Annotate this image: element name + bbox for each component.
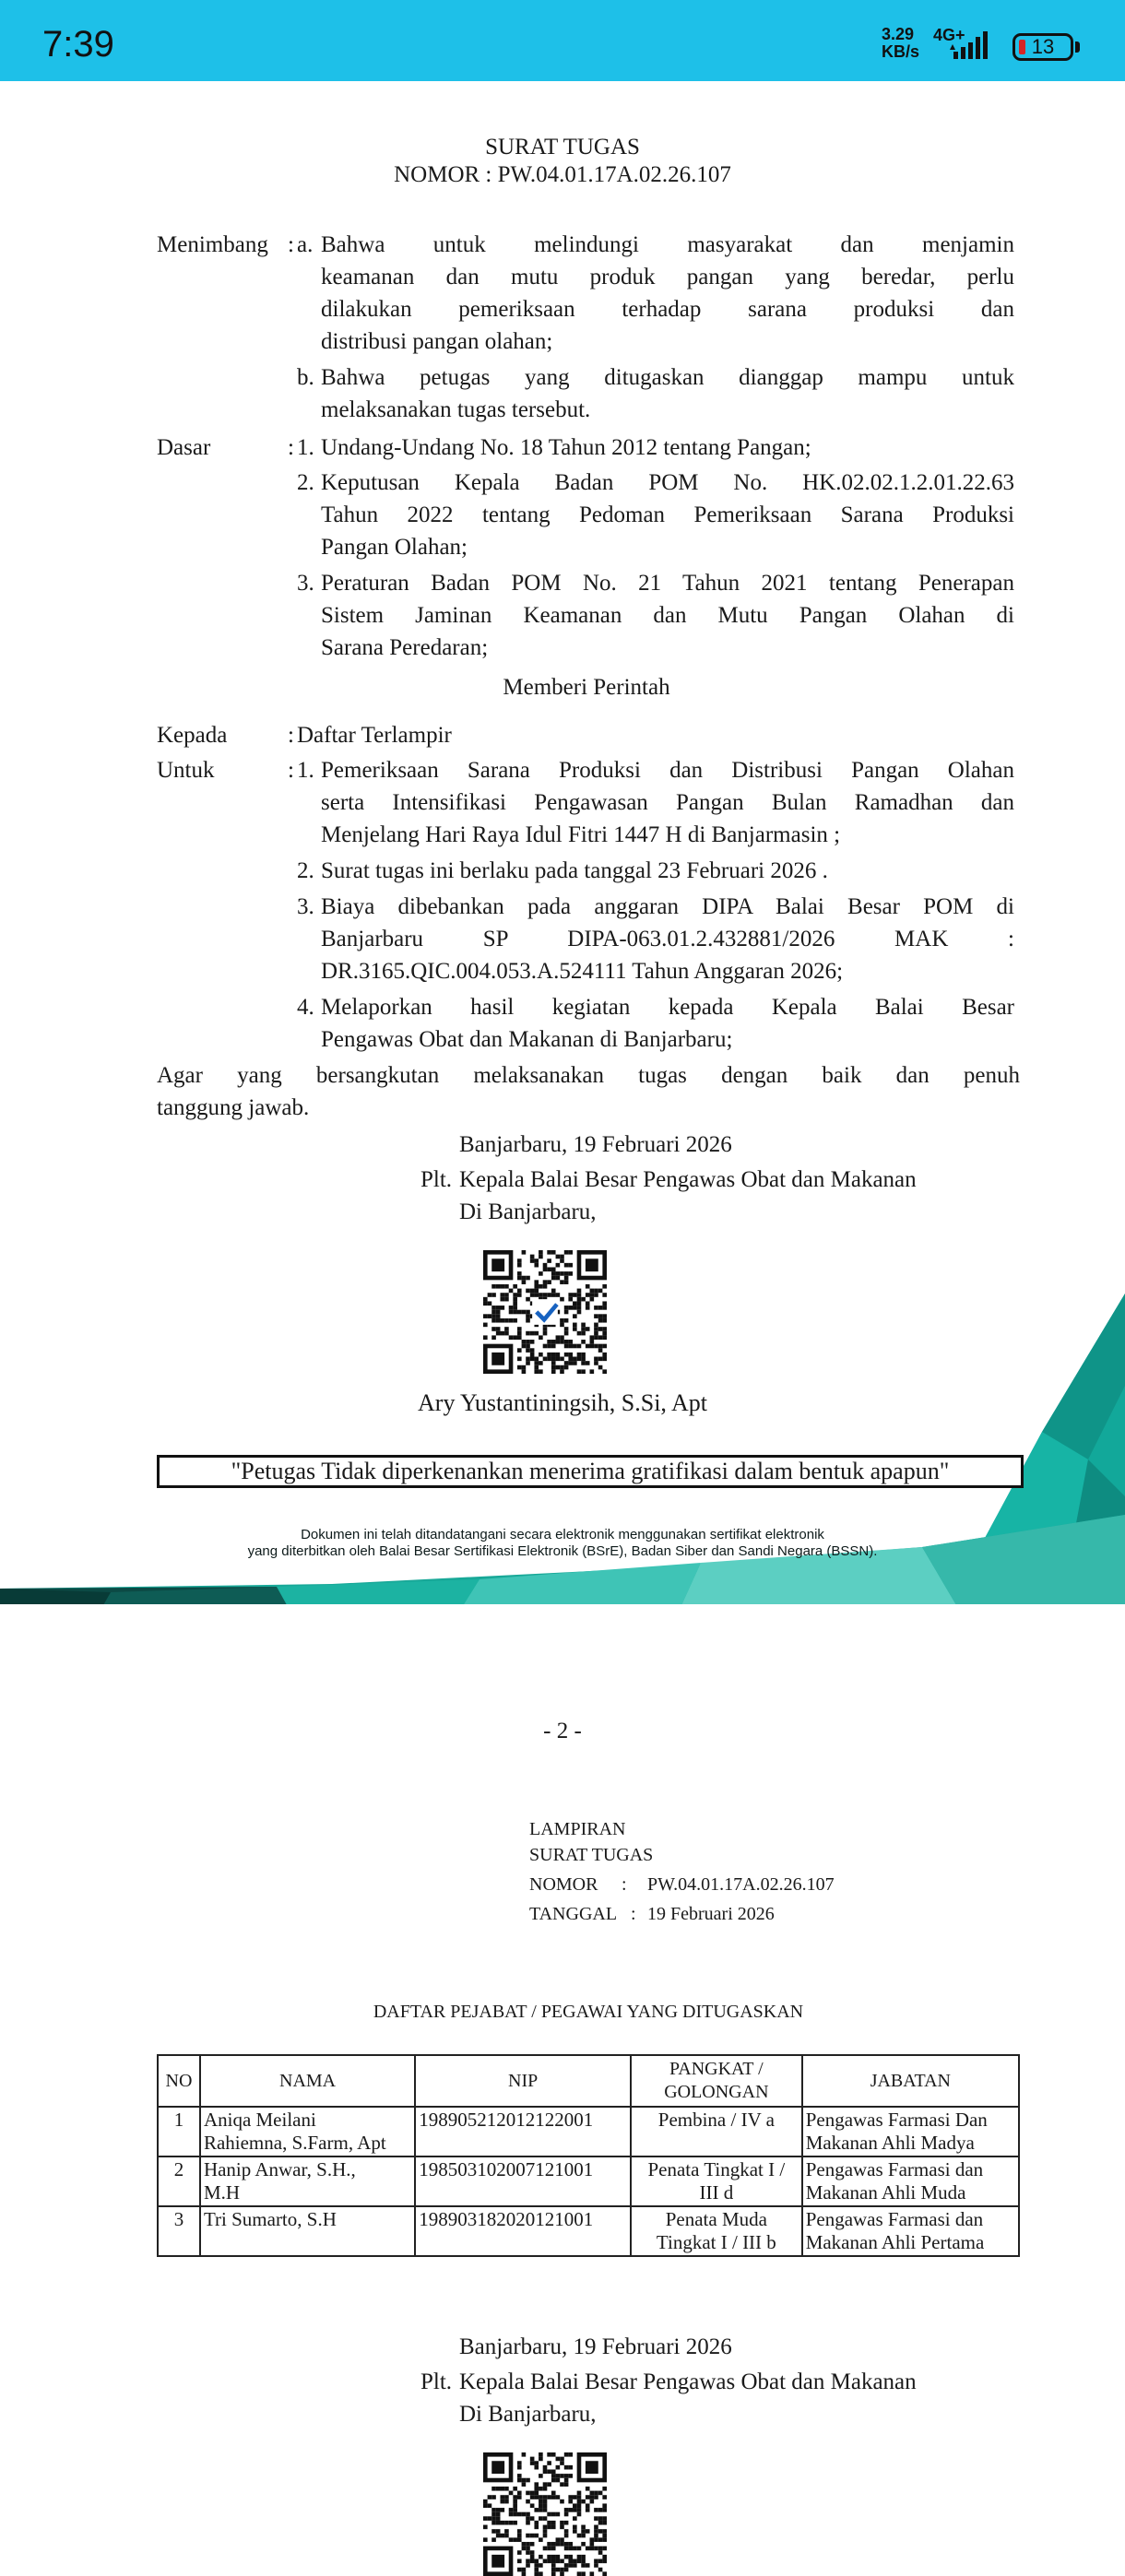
dasar-label: Dasar xyxy=(157,435,211,460)
lampiran-signer-title: Kepala Balai Besar Pengawas Obat dan Makanan xyxy=(459,2369,917,2394)
dasar-1-line: Undang-Undang No. 18 Tahun 2012 tentang Pangan; xyxy=(321,435,811,460)
untuk-3-key: 3. xyxy=(297,894,314,919)
cell-no: 1 xyxy=(158,2107,200,2157)
col-pangkat xyxy=(631,2055,802,2107)
untuk-3-line: DR.3165.QIC.004.053.A.524111 Tahun Anggaran 2026; xyxy=(321,959,844,984)
menimbang-a-line: distribusi pangan olahan; xyxy=(321,329,553,354)
signer-title: Kepala Balai Besar Pengawas Obat dan Makanan xyxy=(459,1167,917,1192)
cell-nama xyxy=(200,2107,415,2157)
battery-tip xyxy=(1075,41,1080,53)
lampiran-surat-tugas: SURAT TUGAS xyxy=(529,1845,654,1865)
cell-jabatan-line: Makanan Ahli Madya xyxy=(805,2132,975,2154)
untuk-label: Untuk xyxy=(157,758,215,783)
letter-number: NOMOR : PW.04.01.17A.02.26.107 xyxy=(394,162,731,187)
cell-pangkat-line: Pembina / IV a xyxy=(657,2109,775,2131)
document-page-1 xyxy=(0,81,1125,1604)
untuk-3-line: Biaya dibebankan pada anggaran DIPA Balai Besar POM di xyxy=(321,894,1014,919)
signer-location: Di Banjarbaru, xyxy=(459,1199,597,1224)
untuk-2-line: Surat tugas ini berlaku pada tanggal 23 Februari 2026 . xyxy=(321,858,828,883)
lampiran-signer-location: Di Banjarbaru, xyxy=(459,2402,597,2427)
qr-code-signature xyxy=(483,1250,607,1374)
gratification-notice: "Petugas Tidak diperkenankan menerima gratifikasi dalam bentuk apapun" xyxy=(157,1455,1024,1488)
cell-pangkat-line: III d xyxy=(699,2181,734,2204)
cell-nip: 198903182020121001 xyxy=(415,2206,631,2256)
dasar-3-line: Peraturan Badan POM No. 21 Tahun 2021 tentang Penerapan xyxy=(321,571,1014,596)
kepada-colon: : xyxy=(288,723,294,748)
page-number: - 2 - xyxy=(543,1719,582,1743)
battery-level: 13 xyxy=(1031,35,1055,58)
cell-nama-line: Rahiemna, S.Farm, Apt xyxy=(203,2132,386,2154)
kepada-label: Kepada xyxy=(157,723,228,748)
lampiran-tanggal-sep: : xyxy=(631,1904,636,1924)
cell-nama-line: Hanip Anwar, S.H., xyxy=(203,2158,356,2180)
cell-pangkat xyxy=(631,2107,802,2157)
cell-pangkat xyxy=(631,2157,802,2206)
esign-notice: yang diterbitkan oleh Balai Besar Sertifikasi Elektronik (BSrE), Badan Siber dan Sandi Negara (BSSN). xyxy=(247,1543,878,1559)
cell-pangkat-line: Penata Muda xyxy=(665,2208,767,2230)
col-pangkat-line: PANGKAT / xyxy=(669,2059,764,2079)
col-jabatan: JABATAN xyxy=(802,2055,1019,2107)
closing-line: Agar yang bersangkutan melaksanakan tugas dengan baik dan penuh xyxy=(157,1063,1020,1088)
lampiran-place-date: Banjarbaru, 19 Februari 2026 xyxy=(459,2334,732,2359)
cell-pangkat-line: Tingkat I / III b xyxy=(656,2231,776,2253)
cell-pangkat-line: Penata Tingkat I / xyxy=(647,2158,786,2180)
dasar-2-key: 2. xyxy=(297,470,314,495)
dasar-3-line: Sistem Jaminan Keamanan dan Mutu Pangan Olahan di xyxy=(321,603,1014,628)
dasar-3-line: Sarana Peredaran; xyxy=(321,635,489,660)
dasar-2-line: Tahun 2022 tentang Pedoman Pemeriksaan Sarana Produksi xyxy=(321,502,1014,527)
signal-icon xyxy=(950,28,1000,61)
cell-nama xyxy=(200,2157,415,2206)
untuk-3-line: Banjarbaru SP DIPA-063.01.2.432881/2026 MAK : xyxy=(321,927,1014,951)
table-row xyxy=(158,2206,1019,2256)
status-bar xyxy=(0,0,1125,81)
esign-notice: Dokumen ini telah ditandatangani secara elektronik menggunakan sertifikat elektronik xyxy=(301,1527,824,1542)
menimbang-b-line: melaksanakan tugas tersebut. xyxy=(321,397,591,422)
memberi-perintah: Memberi Perintah xyxy=(503,675,670,700)
dasar-colon: : xyxy=(288,435,294,460)
table-row xyxy=(158,2157,1019,2206)
dasar-1-key: 1. xyxy=(297,435,314,460)
untuk-1-key: 1. xyxy=(297,758,314,783)
dasar-2-line: Keputusan Kepala Badan POM No. HK.02.02.1.2.01.22.63 xyxy=(321,470,1014,495)
network-speed-value: 3.29 xyxy=(882,25,915,43)
col-pangkat-line: GOLONGAN xyxy=(664,2082,769,2102)
col-nama: NAMA xyxy=(200,2055,415,2107)
document-page-2 xyxy=(0,1650,1125,2500)
menimbang-b-line: Bahwa petugas yang ditugaskan dianggap mampu untuk xyxy=(321,365,1014,390)
menimbang-label: Menimbang xyxy=(157,232,268,257)
cell-jabatan-line: Pengawas Farmasi Dan xyxy=(805,2109,988,2131)
place-date: Banjarbaru, 19 Februari 2026 xyxy=(459,1132,732,1157)
cell-nama-line: M.H xyxy=(203,2181,241,2204)
network-speed xyxy=(882,26,919,61)
lampiran-tanggal-label: TANGGAL xyxy=(529,1904,618,1924)
network-speed-unit: KB/s xyxy=(882,42,920,61)
untuk-4-line: Melaporkan hasil kegiatan kepada Kepala Balai Besar xyxy=(321,995,1014,1020)
table-title: DAFTAR PEJABAT / PEGAWAI YANG DITUGASKAN xyxy=(373,2002,804,2022)
cell-no: 3 xyxy=(158,2206,200,2256)
cell-jabatan xyxy=(802,2206,1019,2256)
menimbang-b-key: b. xyxy=(297,365,314,390)
status-time: 7:39 xyxy=(42,24,114,65)
untuk-1-line: Menjelang Hari Raya Idul Fitri 1447 H di Banjarmasin ; xyxy=(321,822,841,847)
lampiran-label: LAMPIRAN xyxy=(529,1819,626,1839)
pegawai-table xyxy=(157,2054,1020,2257)
menimbang-a-line: keamanan dan mutu produk pangan yang beredar, perlu xyxy=(321,265,1014,290)
untuk-1-line: Pemeriksaan Sarana Produksi dan Distribusi Pangan Olahan xyxy=(321,758,1014,783)
cell-jabatan-line: Pengawas Farmasi dan xyxy=(805,2208,984,2230)
lampiran-nomor-value: PW.04.01.17A.02.26.107 xyxy=(647,1874,835,1895)
table-row xyxy=(158,2107,1019,2157)
cell-jabatan-line: Pengawas Farmasi dan xyxy=(805,2158,984,2180)
qr-code-signature-2 xyxy=(483,2452,607,2576)
closing-line: tanggung jawab. xyxy=(157,1095,310,1120)
signer-name: Ary Yustantiningsih, S.Si, Apt xyxy=(418,1389,707,1416)
untuk-2-key: 2. xyxy=(297,858,314,883)
cell-jabatan xyxy=(802,2157,1019,2206)
letter-title: SURAT TUGAS xyxy=(485,135,640,160)
kepada-value: Daftar Terlampir xyxy=(297,723,452,748)
lampiran-tanggal-value: 19 Februari 2026 xyxy=(647,1904,775,1924)
cell-nip: 198503102007121001 xyxy=(415,2157,631,2206)
menimbang-colon: : xyxy=(288,232,294,257)
table-header-row xyxy=(158,2055,1019,2107)
cell-nip: 198905212012122001 xyxy=(415,2107,631,2157)
col-no: NO xyxy=(158,2055,200,2107)
untuk-1-line: serta Intensifikasi Pengawasan Pangan Bulan Ramadhan dan xyxy=(321,790,1014,815)
col-nip: NIP xyxy=(415,2055,631,2107)
cell-nama xyxy=(200,2206,415,2256)
battery-icon xyxy=(1012,33,1073,61)
untuk-4-line: Pengawas Obat dan Makanan di Banjarbaru; xyxy=(321,1027,733,1052)
cell-nama-line: Aniqa Meilani xyxy=(203,2109,316,2131)
plt-label: Plt. xyxy=(420,1167,453,1192)
lampiran-plt-label: Plt. xyxy=(420,2369,453,2394)
dasar-3-key: 3. xyxy=(297,571,314,596)
untuk-4-key: 4. xyxy=(297,995,314,1020)
untuk-colon: : xyxy=(288,758,294,783)
cell-no: 2 xyxy=(158,2157,200,2206)
cell-nama-line: Tri Sumarto, S.H xyxy=(203,2208,337,2230)
cell-jabatan-line: Makanan Ahli Pertama xyxy=(805,2231,985,2253)
dasar-2-line: Pangan Olahan; xyxy=(321,535,468,560)
cell-jabatan xyxy=(802,2107,1019,2157)
menimbang-a-key: a. xyxy=(297,232,314,257)
cell-pangkat xyxy=(631,2206,802,2256)
network-type: 4G+ xyxy=(933,26,965,44)
cell-jabatan-line: Makanan Ahli Muda xyxy=(805,2181,966,2204)
lampiran-nomor-label: NOMOR xyxy=(529,1874,598,1895)
lampiran-nomor-sep: : xyxy=(622,1874,627,1895)
menimbang-a-line: Bahwa untuk melindungi masyarakat dan menjamin xyxy=(321,232,1014,257)
menimbang-a-line: dilakukan pemeriksaan terhadap sarana produksi dan xyxy=(321,297,1014,322)
